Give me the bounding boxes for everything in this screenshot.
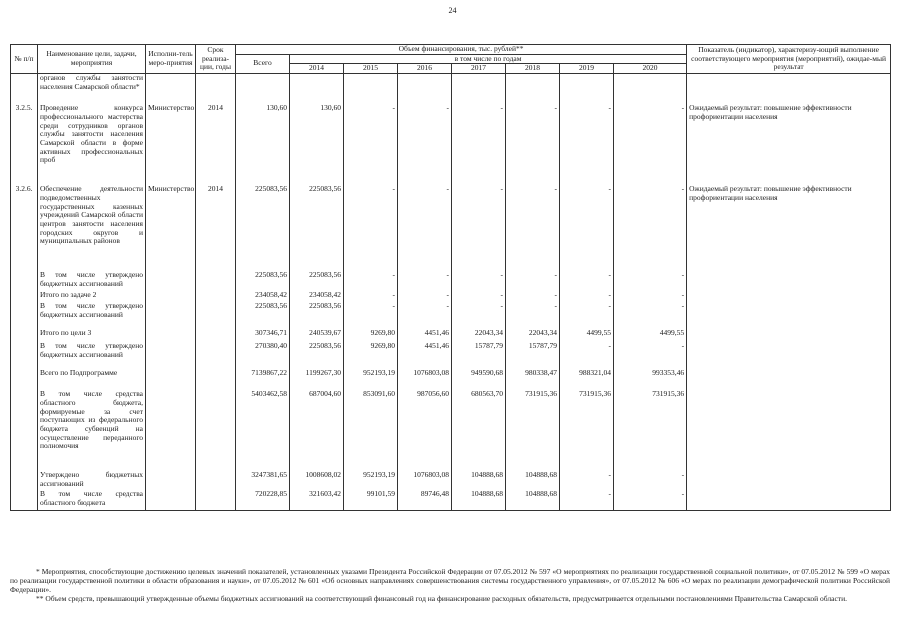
financing-table — [10, 44, 891, 511]
row-year-value: 4499,55 — [614, 329, 687, 342]
row-year-value: 130,60 — [290, 104, 344, 185]
row-year-value: 22043,34 — [452, 329, 506, 342]
row-year-value: - — [452, 271, 506, 291]
row-executor — [146, 291, 196, 302]
row-year-value: - — [452, 302, 506, 329]
row-term — [196, 291, 236, 302]
header-indicator: Показатель (индикатор), характеризу-ющий выполнение соответствующего мероприятия (мероприятий), ожидае-мый результат — [687, 45, 891, 74]
row-indicator — [687, 342, 891, 369]
row-year-value: - — [398, 291, 452, 302]
row-term — [196, 471, 236, 490]
header-year: 2019 — [560, 64, 614, 74]
row-year-value: 731915,36 — [506, 390, 560, 471]
row-year-value: 952193,19 — [344, 471, 398, 490]
row-year-value: - — [344, 185, 398, 271]
row-year-value: 4499,55 — [560, 329, 614, 342]
row-year-value: 949590,68 — [452, 369, 506, 390]
row-year-value — [560, 73, 614, 104]
row-year-value: 980338,47 — [506, 369, 560, 390]
row-year-value: 680563,70 — [452, 390, 506, 471]
table-row — [11, 291, 891, 302]
table-row — [11, 271, 891, 291]
header-executor: Исполни-тель меро-приятия — [146, 45, 196, 74]
table-row — [11, 369, 891, 390]
row-executor — [146, 490, 196, 510]
row-year-value: 89746,48 — [398, 490, 452, 510]
row-executor — [146, 471, 196, 490]
row-executor — [146, 302, 196, 329]
row-total: 7139867,22 — [236, 369, 290, 390]
footnote: * Мероприятия, способствующие достижению целевых значений показателей, установленных указами Президента Российской Федерации от 07.05.2012 № 597 «О мероприятиях по реализации государственной социальной политики», от 07.05.2012 № 599 «О мерах по реализации государственной политики в области образования и науки», от 07.05.2012 № 601 «Об основных направлениях совершенствования системы государственного управления», от 07.05.2012 № 606 «О мерах по реализации демографической политики Российской Федерации». — [10, 567, 890, 594]
row-year-value: 9269,80 — [344, 329, 398, 342]
row-num — [11, 471, 38, 490]
row-year-value: - — [614, 271, 687, 291]
row-year-value: 952193,19 — [344, 369, 398, 390]
row-year-value: - — [560, 104, 614, 185]
row-indicator — [687, 390, 891, 471]
row-term — [196, 329, 236, 342]
row-total: 225083,56 — [236, 185, 290, 271]
row-year-value: - — [452, 104, 506, 185]
row-year-value: - — [398, 104, 452, 185]
row-year-value: 1076803,08 — [398, 369, 452, 390]
header-year: 2016 — [398, 64, 452, 74]
row-year-value: 987056,60 — [398, 390, 452, 471]
row-year-value: 1199267,30 — [290, 369, 344, 390]
row-num — [11, 329, 38, 342]
row-num: 3.2.5. — [11, 104, 38, 185]
row-year-value: 993353,46 — [614, 369, 687, 390]
row-year-value: 15787,79 — [506, 342, 560, 369]
row-indicator — [687, 271, 891, 291]
row-name: органов службы занятости населения Самарской области* — [38, 73, 146, 104]
row-name: Утверждено бюджетных ассигнований — [38, 471, 146, 490]
row-year-value: - — [560, 302, 614, 329]
table-row — [11, 490, 891, 510]
row-indicator — [687, 369, 891, 390]
row-num — [11, 369, 38, 390]
row-num — [11, 73, 38, 104]
header-volume: Объем финансирования, тыс. рублей** — [236, 45, 687, 55]
row-year-value: - — [506, 302, 560, 329]
row-name: Всего по Подпрограмме — [38, 369, 146, 390]
row-year-value: - — [398, 271, 452, 291]
header-year: 2020 — [614, 64, 687, 74]
row-name: В том числе средства областного бюджета — [38, 490, 146, 510]
row-num — [11, 271, 38, 291]
row-year-value: 22043,34 — [506, 329, 560, 342]
row-executor: Министерство — [146, 185, 196, 271]
row-indicator — [687, 291, 891, 302]
row-year-value: 988321,04 — [560, 369, 614, 390]
header-by-years: в том числе по годам — [290, 54, 687, 64]
row-name: В том числе средства областного бюджета, формируемые за счет поступающих из федерального бюджета субвенций на осуществление переданного полномочия — [38, 390, 146, 471]
row-year-value: - — [344, 291, 398, 302]
row-executor — [146, 390, 196, 471]
row-term — [196, 302, 236, 329]
row-year-value: - — [560, 471, 614, 490]
row-year-value — [506, 73, 560, 104]
row-year-value: - — [560, 271, 614, 291]
footnotes — [10, 567, 890, 603]
row-year-value: - — [506, 104, 560, 185]
row-total — [236, 73, 290, 104]
row-year-value: 853091,60 — [344, 390, 398, 471]
row-year-value: 225083,56 — [290, 302, 344, 329]
table-row — [11, 471, 891, 490]
row-year-value: - — [344, 302, 398, 329]
row-executor — [146, 73, 196, 104]
row-year-value: - — [614, 342, 687, 369]
row-year-value: - — [560, 342, 614, 369]
row-year-value: 1076803,08 — [398, 471, 452, 490]
row-year-value: 104888,68 — [506, 490, 560, 510]
row-num — [11, 490, 38, 510]
row-indicator — [687, 329, 891, 342]
row-num: 3.2.6. — [11, 185, 38, 271]
row-total: 307346,71 — [236, 329, 290, 342]
row-year-value: - — [506, 271, 560, 291]
row-total: 5403462,58 — [236, 390, 290, 471]
row-year-value — [614, 73, 687, 104]
row-total: 225083,56 — [236, 271, 290, 291]
row-total: 234058,42 — [236, 291, 290, 302]
row-year-value: 1008608,02 — [290, 471, 344, 490]
row-year-value: - — [506, 185, 560, 271]
row-year-value: - — [398, 302, 452, 329]
row-year-value: - — [560, 291, 614, 302]
row-year-value — [398, 73, 452, 104]
row-year-value: 104888,68 — [506, 471, 560, 490]
row-name: Проведение конкурса профессионального мастерства среди сотрудников органов службы занятости населения Самарской области в форме активных профессиональных проб — [38, 104, 146, 185]
row-year-value: 4451,46 — [398, 329, 452, 342]
row-executor — [146, 271, 196, 291]
table-row — [11, 73, 891, 104]
row-num — [11, 342, 38, 369]
row-year-value: - — [560, 490, 614, 510]
row-term — [196, 342, 236, 369]
row-year-value: - — [452, 291, 506, 302]
row-year-value: 687004,60 — [290, 390, 344, 471]
table-body — [11, 73, 891, 510]
row-year-value: 4451,46 — [398, 342, 452, 369]
row-year-value: 731915,36 — [614, 390, 687, 471]
header-year: 2017 — [452, 64, 506, 74]
row-year-value: 225083,56 — [290, 342, 344, 369]
row-indicator — [687, 302, 891, 329]
header-term: Срок реализа-ции, годы — [196, 45, 236, 74]
table-row — [11, 185, 891, 271]
row-year-value: 104888,68 — [452, 490, 506, 510]
row-term — [196, 73, 236, 104]
row-year-value: 15787,79 — [452, 342, 506, 369]
table-row — [11, 329, 891, 342]
row-year-value: - — [452, 185, 506, 271]
row-indicator — [687, 73, 891, 104]
row-term — [196, 271, 236, 291]
header-total: Всего — [236, 54, 290, 73]
row-year-value: - — [614, 185, 687, 271]
row-year-value: - — [614, 291, 687, 302]
row-year-value — [290, 73, 344, 104]
row-year-value: - — [506, 291, 560, 302]
row-year-value: 104888,68 — [452, 471, 506, 490]
header-name: Наименование цели, задачи, мероприятия — [38, 45, 146, 74]
table-row — [11, 342, 891, 369]
row-indicator — [687, 490, 891, 510]
row-num — [11, 302, 38, 329]
row-year-value: 234058,42 — [290, 291, 344, 302]
row-term: 2014 — [196, 185, 236, 271]
row-term — [196, 490, 236, 510]
row-year-value: - — [614, 471, 687, 490]
page-number: 24 — [448, 6, 457, 15]
row-year-value: 9269,80 — [344, 342, 398, 369]
row-year-value: - — [344, 271, 398, 291]
row-year-value — [344, 73, 398, 104]
row-indicator: Ожидаемый результат: повышение эффективности профориентации населения — [687, 104, 891, 185]
row-total: 3247381,65 — [236, 471, 290, 490]
header-num: № п/п — [11, 45, 38, 74]
row-total: 225083,56 — [236, 302, 290, 329]
row-year-value — [452, 73, 506, 104]
row-year-value: - — [398, 185, 452, 271]
row-name: Обеспечение деятельности подведомственных государственных казенных учреждений Самарской области центров занятости населения городских округов и муниципальных районов — [38, 185, 146, 271]
row-name: В том числе утверждено бюджетных ассигнований — [38, 302, 146, 329]
row-name: В том числе утверждено бюджетных ассигнований — [38, 342, 146, 369]
row-year-value: - — [614, 490, 687, 510]
row-term — [196, 390, 236, 471]
header-year: 2014 — [290, 64, 344, 74]
row-num — [11, 390, 38, 471]
row-executor — [146, 369, 196, 390]
row-executor — [146, 329, 196, 342]
row-name: Итого по задаче 2 — [38, 291, 146, 302]
row-name: В том числе утверждено бюджетных ассигнований — [38, 271, 146, 291]
row-indicator: Ожидаемый результат: повышение эффективности профориентации населения — [687, 185, 891, 271]
row-year-value: - — [344, 104, 398, 185]
row-total: 130,60 — [236, 104, 290, 185]
row-year-value: 240539,67 — [290, 329, 344, 342]
table-row — [11, 104, 891, 185]
row-indicator — [687, 471, 891, 490]
table-row — [11, 390, 891, 471]
row-year-value: 321603,42 — [290, 490, 344, 510]
row-num — [11, 291, 38, 302]
row-executor — [146, 342, 196, 369]
row-term: 2014 — [196, 104, 236, 185]
row-year-value: 225083,56 — [290, 185, 344, 271]
table-row — [11, 302, 891, 329]
row-term — [196, 369, 236, 390]
row-year-value: - — [614, 104, 687, 185]
row-year-value: - — [560, 185, 614, 271]
header-year: 2015 — [344, 64, 398, 74]
row-year-value: - — [614, 302, 687, 329]
row-total: 720228,85 — [236, 490, 290, 510]
row-total: 270380,40 — [236, 342, 290, 369]
row-year-value: 99101,59 — [344, 490, 398, 510]
footnote: ** Объем средств, превышающий утвержденные объемы бюджетных ассигнований на соответствующий финансовый год на финансирование расходных обязательств, предусматривается отдельными постановлениями Правительства Самарской области. — [36, 594, 847, 603]
row-executor: Министерство — [146, 104, 196, 185]
row-name: Итого по цели 3 — [38, 329, 146, 342]
header-year: 2018 — [506, 64, 560, 74]
row-year-value: 225083,56 — [290, 271, 344, 291]
row-year-value: 731915,36 — [560, 390, 614, 471]
